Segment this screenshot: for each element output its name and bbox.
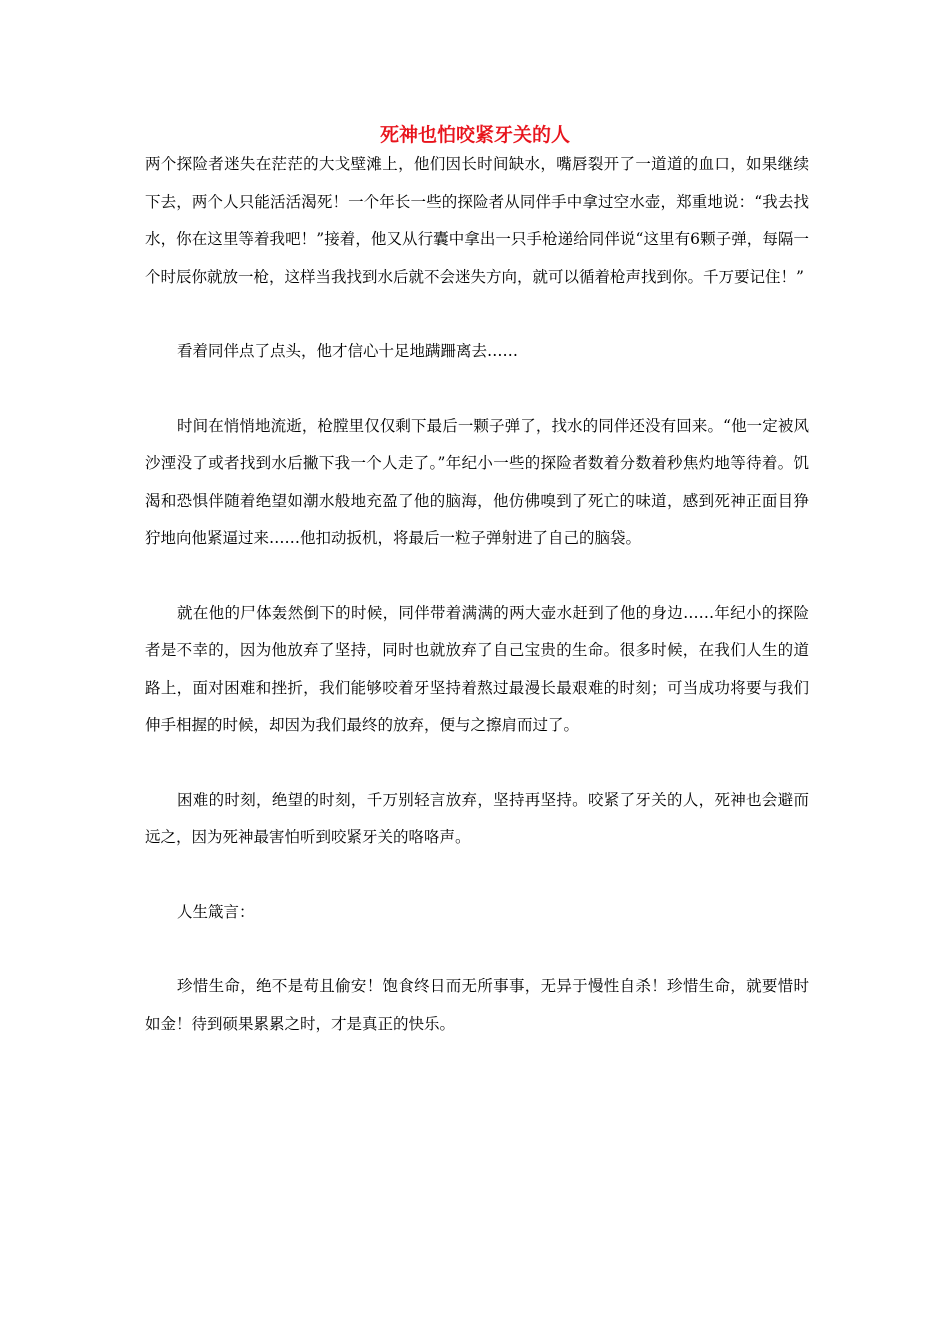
- paragraph-motto: 珍惜生命，绝不是苟且偷安！饱食终日而无所事事，无异于慢性自杀！珍惜生命，就要惜时如金！待到硕果累累之时，才是真正的快乐。: [145, 977, 809, 1033]
- paragraph-waiting: 时间在悄悄地流逝，枪膛里仅仅剩下最后一颗子弹了，找水的同伴还没有回来。“他一定被风沙湮没了或者找到水后撇下我一个人走了。”年纪小一些的探险者数着分数着秒焦灼地等待着。饥渴和恐惧伴随着绝望如潮水般地充盈了他的脑海，他仿佛嗅到了死亡的味道，感到死神正面目狰狞地向他紧逼过来……他扣动扳机，将最后一粒子弹射进了自己的脑袋。: [145, 416, 809, 547]
- paragraph-intro: 两个探险者迷失在茫茫的大戈壁滩上，他们因长时间缺水，嘴唇裂开了一道道的血口，如果继续下去，两个人只能活活渴死！一个年长一些的探险者从同伴手中拿过空水壶，郑重地说：“我去找水，你在这里等着我吧！”接着，他又从行囊中拿出一只手枪递给同伴说“这里有6颗子弹，每隔一个时辰你就放一枪，这样当我找到水后就不会迷失方向，就可以循着枪声找到你。千万要记住！”: [145, 155, 809, 286]
- paragraph-reflection: 就在他的尸体轰然倒下的时候，同伴带着满满的两大壶水赶到了他的身边……年纪小的探险者是不幸的，因为他放弃了坚持，同时也就放弃了自己宝贵的生命。很多时候，在我们人生的道路上，面对困难和挫折，我们能够咬着牙坚持着熬过最漫长最艰难的时刻；可当成功将要与我们伸手相握的时候，却因为我们最终的放弃，便与之擦肩而过了。: [145, 603, 809, 734]
- paragraph-persistence: 困难的时刻，绝望的时刻，千万别轻言放弃，坚持再坚持。咬紧了牙关的人，死神也会避而远之，因为死神最害怕听到咬紧牙关的咯咯声。: [145, 790, 809, 846]
- paragraph-motto-heading: 人生箴言：: [177, 902, 255, 921]
- document-body: [145, 146, 809, 1043]
- document-title: 死神也怕咬紧牙关的人: [379, 124, 570, 146]
- paragraph-departure: 看着同伴点了点头，他才信心十足地蹒跚离去……: [177, 342, 519, 360]
